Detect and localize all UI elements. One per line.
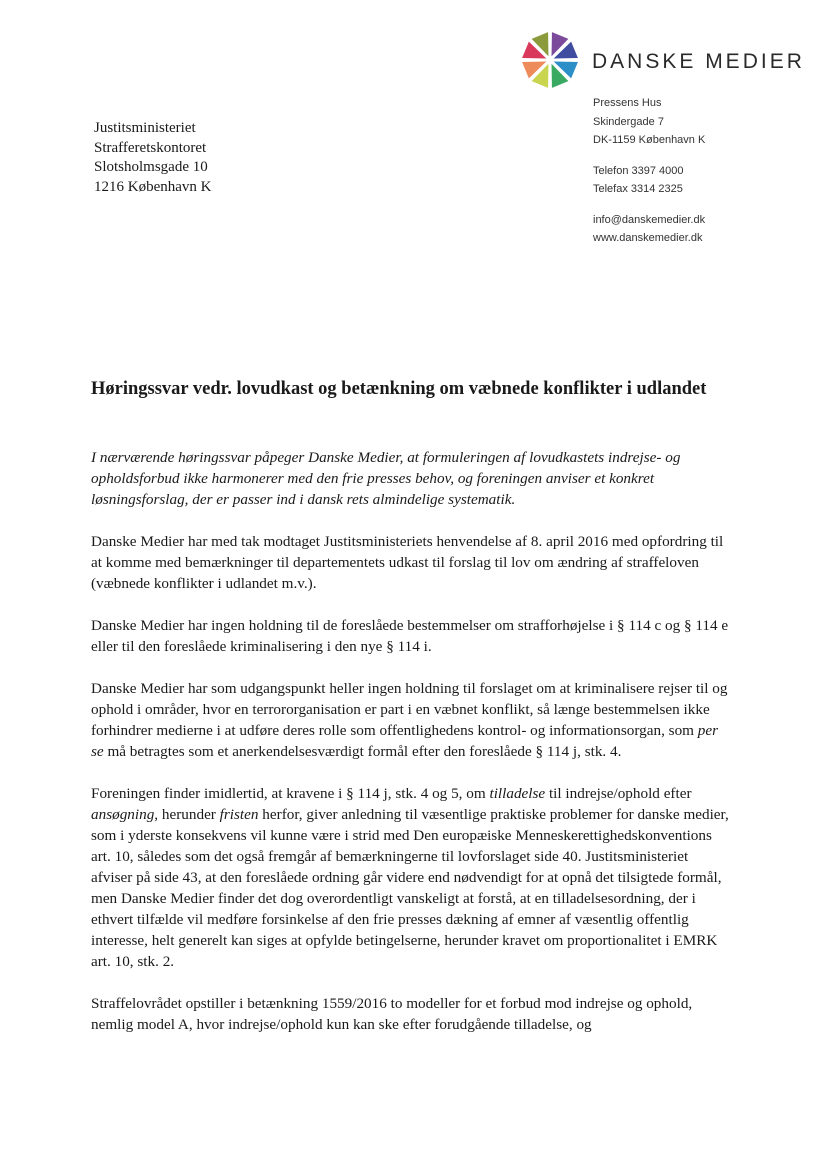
paragraph-text: , herunder (154, 806, 220, 823)
emphasis-text: tilladelse (489, 785, 546, 802)
sender-email: info@danskemedier.dk (593, 213, 706, 226)
body-paragraph (91, 531, 731, 594)
sender-address-line: Pressens Hus (593, 97, 662, 109)
paragraph-text: Danske Medier har ingen holdning til de foreslåede bestemmelser om strafforhøjelse i § 114 c og § 114 e eller til den foreslåede kriminalisering i den nye § 114 i. (91, 617, 729, 655)
logo-text: DANSKE MEDIER (592, 50, 805, 73)
recipient-line: Strafferetskontoret (94, 139, 207, 156)
summary-paragraph (91, 447, 731, 510)
emphasis-text: fristen (219, 806, 259, 823)
body-paragraph (91, 615, 731, 657)
danske-medier-logo (520, 30, 580, 90)
body-paragraph (91, 678, 731, 762)
paragraph-text: må betragtes som et anerkendelsesværdigt formål efter den foreslåede § 114 j, stk. 4. (103, 743, 622, 760)
sender-phone: Telefon 3397 4000 (593, 164, 684, 177)
sender-address-line: Skindergade 7 (593, 115, 664, 128)
paragraph-text: Foreningen finder imidlertid, at kravene i § 114 j, stk. 4 og 5, om (91, 785, 490, 802)
body-paragraph (91, 993, 731, 1035)
paragraph-text: Danske Medier har med tak modtaget Justitsministeriets henvendelse af 8. april 2016 med opfordring til at komme med bemærkninger til departementets udkast til forslag til lov om ændring af straffeloven (væbnede konflikter i udlandet m.v.). (91, 533, 724, 592)
paragraph-text: I nærværende høringssvar påpeger Danske Medier, at formuleringen af lovudkastets indrejse- og opholdsforbud ikke harmonerer med den frie presses behov, og foreningen anviser et konkret løsningsforslag, der er passer ind i dansk rets almindelige systematik. (91, 449, 681, 508)
sender-address-line: DK-1159 København K (593, 134, 706, 146)
paragraph-text: Straffelovrådet opstiller i betænkning 1559/2016 to modeller for et forbud mod indrejse og ophold, nemlig model A, hvor indrejse/ophold kun kan ske efter forudgående tilladelse, og (91, 995, 693, 1033)
document-body (91, 447, 731, 1056)
recipient-line: Justitsministeriet (94, 120, 196, 136)
sender-address-block (593, 94, 705, 248)
sender-fax: Telefax 3314 2325 (593, 183, 683, 195)
document-title: Høringssvar vedr. lovudkast og betænkning om væbnede konflikter i udlandet (91, 379, 707, 399)
body-paragraph (91, 783, 731, 972)
recipient-line: 1216 København K (94, 178, 212, 195)
paragraph-text: Danske Medier har som udgangspunkt heller ingen holdning til forslaget om at kriminalisere rejser til og ophold i områder, hvor en terrororganisation er part i en væbnet konflikt, så længe bestemmelsen ikke forhindrer medierne i at udføre deres rolle som offentlighedens kontrol- og informationsorgan, som (91, 680, 728, 739)
recipient-address-block (94, 119, 211, 197)
paragraph-text: til indrejse/ophold efter (545, 785, 692, 802)
sender-website: www.danskemedier.dk (593, 232, 703, 244)
paragraph-text: herfor, giver anledning til væsentlige praktiske problemer for danske medier, som i yderste konsekvens vil kunne være i strid med Den europæiske Menneskerettighedskonventions art. 10, således som det også fremgår af bemærkningerne til lovforslaget side 40. Justitsministeriet afviser på side 43, at den foreslåede ordning går videre end nødvendigt for at opnå det tilsigtede formål, men Danske Medier finder det dog overordentligt vanskeligt at forstå, at en tilladelsesordning, der i ethvert tilfælde vil medføre forsinkelse af den frie presses dækning af emner af væsentlig offentlig interesse, helt generelt kan siges at opfylde betingelserne, herunder kravet om proportionalitet i EMRK art. 10, stk. 2. (91, 806, 729, 970)
emphasis-text: per se (91, 722, 719, 760)
emphasis-text: ansøgning (91, 806, 155, 823)
recipient-line: Slotsholmsgade 10 (94, 159, 208, 175)
